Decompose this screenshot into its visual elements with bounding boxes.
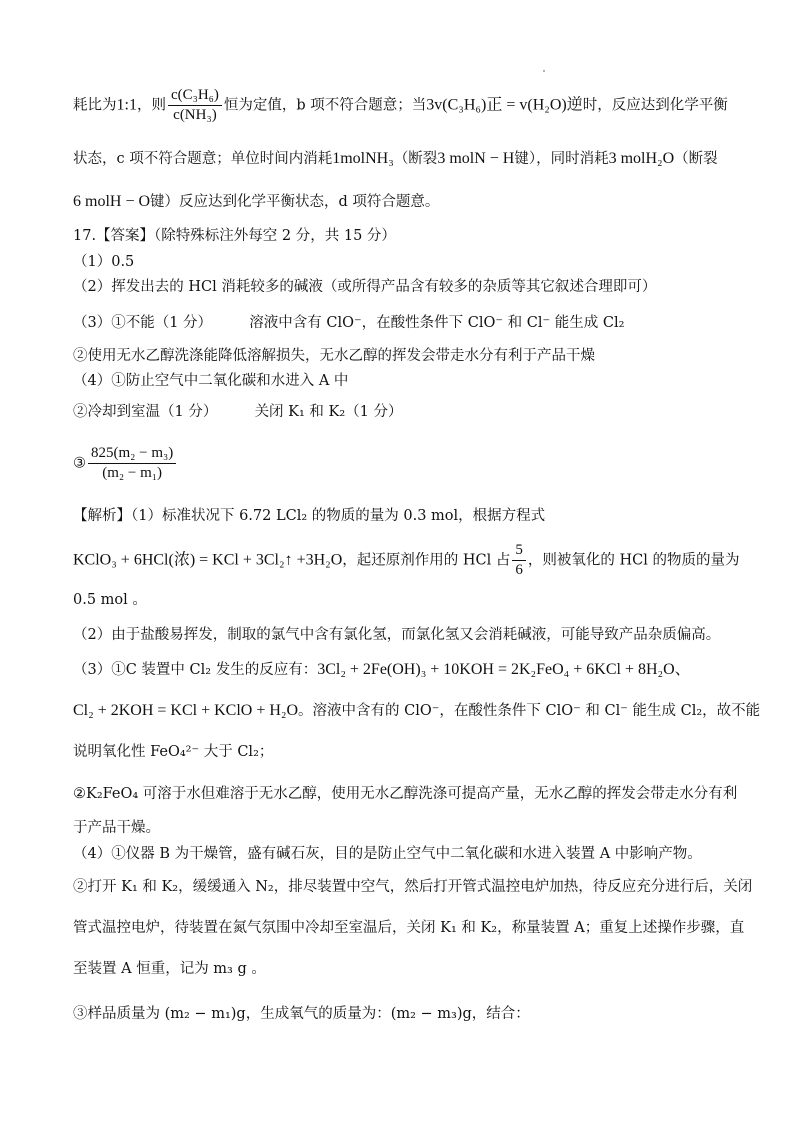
ratio: 1:1 [116,96,137,114]
reaction-equation: Cl₂ + 2KOH = KCl + KClO + H₂O [73,702,299,719]
answer-3-line-2: ②使用无水乙醇洗涤能降低溶解损失，无水乙醇的挥发会带走水分有利于产品干燥 [73,348,595,364]
explanation-line-2 [73,541,760,580]
text: 溶液中含有 ClO⁻，在酸性条件下 ClO⁻ 和 Cl⁻ 能生成 Cl₂ [249,315,625,331]
explanation-line-10: （4）①仪器 B 为干燥管，盛有碱石灰，目的是防止空气中二氧化碳和水进入装置 A 中影响产物。 [73,846,702,862]
explanation-line-3: 0.5 mol 。 [73,592,147,608]
explanation-line-6 [73,700,760,722]
text: 耗比为 [73,97,117,114]
explanation-line-4: （2）由于盐酸易挥发，制取的氯气中含有氯化氢，而氯化氢又会消耗碱液，可能导致产品杂质偏高。 [73,627,721,643]
text: （3）①不能（1 分） [73,315,213,331]
explanation-line-9: 于产品干燥。 [73,820,160,836]
explanation-line-5 [73,659,760,681]
reaction-equation: KClO₃ + 6HCl(浓) = KCl + 3Cl₂↑ +3H₂O [73,551,343,569]
question-17-heading: 17.【答案】（除特殊标注外每空 2 分，共 15 分） [73,228,396,244]
text: （3）①C 装置中 Cl₂ 发生的反应有： [73,662,318,678]
fraction-numerator: 825(m₂ − m₃) [88,444,176,464]
text: 。溶液中含有的 ClO⁻，在酸性条件下 ClO⁻ 和 Cl⁻ 能生成 Cl₂，故不能 [298,703,761,719]
formula: 3 molN − H [437,150,515,167]
rate-equation: 3v(C₃H₆)正 = v(H₂O)逆 [426,96,583,114]
mass-fraction [88,444,176,483]
text: （断裂 [674,151,718,167]
text: 状态，c 项不符合题意；单位时间内消耗 [73,151,333,167]
formula: 1molNH₃ [332,150,394,167]
fraction-denominator: 6 [515,562,523,578]
explanation-line-12: 管式温控电炉，待装置在氮气氛围中冷却至室温后，关闭 K₁ 和 K₂，称量装置 A；重复上述操作步骤，直 [73,920,745,936]
text: （断裂 [393,151,438,167]
answer-2: （2）挥发出去的 HCl 消耗较多的碱液（或所得产品含有较多的杂质等其它叙述合理即可） [73,279,657,295]
reaction-equation: 3Cl₂ + 2Fe(OH)₃ + 10KOH = 2K₂FeO₄ + 6KCl + 8H₂O、 [317,661,691,678]
formula: 6 molH − O [73,193,151,210]
fraction-numerator: c(C₃H₆) [168,86,222,106]
text: 关闭 K₁ 和 K₂（1 分） [254,404,403,420]
para-line-1 [73,86,760,125]
explanation-line-8: ②K₂FeO₄ 可溶于水但难溶于无水乙醇，使用无水乙醇洗涤可提高产量，无水乙醇的挥发会带走水分有利 [73,786,738,802]
answer-4-line-1: （4）①防止空气中二氧化碳和水进入 A 中 [73,373,349,389]
text: ，则被氧化的 HCl 的物质的量为 [527,552,740,569]
answer-4-formula [73,444,760,483]
answer-3-line-1 [73,312,760,334]
explanation-line-1: 【解析】（1）标准状况下 6.72 LCl₂ 的物质的量为 0.3 mol，根据方程式 [73,508,546,524]
fraction-denominator: c(NH₃) [173,107,217,123]
text: 恒为定值，b 项不符合题意；当 [223,97,427,114]
answer-4-line-2 [73,401,760,423]
explanation-line-14: ③样品质量为 (m₂ − m₁)g，生成氧气的质量为：(m₂ − m₃)g，结合： [73,1006,530,1022]
explanation-line-13: 至装置 A 恒重，记为 m₃ g 。 [73,961,266,977]
circle-3: ③ [73,455,86,472]
answer-1: （1）0.5 [73,254,135,270]
text: ，起还原剂作用的 HCl 占 [342,552,511,569]
text: ②冷却到室温（1 分） [73,404,218,420]
ratio-fraction [168,86,222,125]
text: ，则 [136,97,166,114]
formula: 3 molH₂O [608,150,675,167]
fraction-numerator: 5 [512,541,526,561]
fraction-denominator: (m₂ − m₁) [102,465,162,481]
text: 键）反应达到化学平衡状态，d 项符合题意。 [150,194,440,210]
explanation-line-7: 说明氧化性 FeO₄²⁻ 大于 Cl₂； [73,744,274,760]
scan-dot [543,70,545,72]
text: 时，反应达到化学平衡 [582,97,728,114]
para-line-2 [73,148,760,170]
text: 键），同时消耗 [514,151,609,167]
para-line-3 [73,191,760,213]
ratio-fraction [512,541,526,580]
explanation-line-11: ②打开 K₁ 和 K₂，缓缓通入 N₂，排尽装置中空气，然后打开管式温控电炉加热，待反应充分进行后，关闭 [73,879,753,895]
